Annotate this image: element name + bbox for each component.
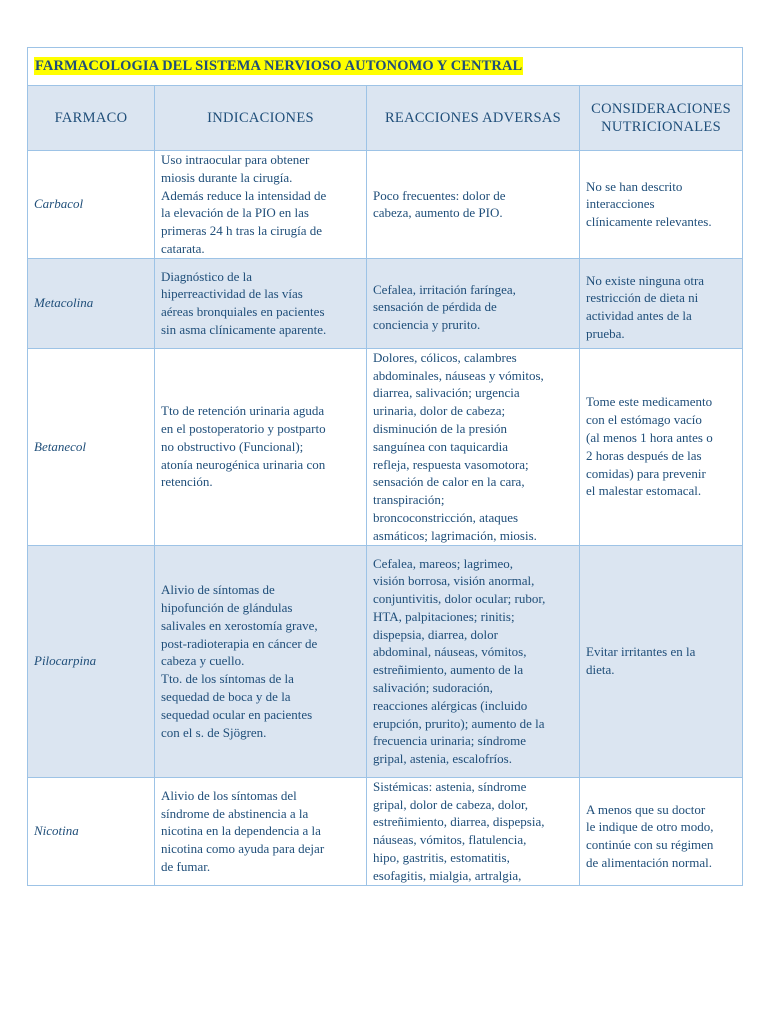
adverse-reactions-text: Cefalea, mareos; lagrimeo, visión borrosa, visión anormal, conjuntivitis, dolor ocular; rubor, HTA, palpitaciones; rinitis; dispepsia, diarrea, dolor abdominal, náuseas, vómitos, estreñimiento, aumento de la salivación; sudoración, reacciones alérgicas (incluido erupción, prurito); aumento de la frecuencia urinaria; síndrome gripal, astenia, escalofríos. (373, 555, 546, 767)
table-title-cell (28, 48, 743, 86)
table-row-carbacol (28, 151, 743, 259)
indications-cell (155, 545, 367, 777)
nutrition-text: Evitar irritantes en la dieta. (586, 644, 696, 678)
adverse-reactions-text: Poco frecuentes: dolor de cabeza, aumento de PIO. (373, 187, 506, 221)
adverse-reactions-text: Cefalea, irritación faríngea, sensación de pérdida de conciencia y prurito. (373, 281, 516, 333)
drug-name: Carbacol (28, 151, 155, 259)
indications-cell (155, 151, 367, 259)
nutrition-cell (580, 151, 743, 259)
header-row (28, 86, 743, 151)
drug-name: Metacolina (28, 258, 155, 348)
indications-cell (155, 348, 367, 545)
adverse-reactions-text: Dolores, cólicos, calambres abdominales, náuseas y vómitos, diarrea, salivación; urgencia urinaria, dolor de cabeza; disminución de la presión sanguínea con taquicardia refleja, respuesta vasomotora; sensación de calor en la cara, transpiración; broncoconstricción, ataques asmáticos; lagrimación, miosis. (373, 349, 544, 543)
table-row-betanecol (28, 348, 743, 545)
header-indicaciones: INDICACIONES (155, 86, 367, 151)
pharmacology-table-container (27, 47, 742, 886)
table-row-nicotina (28, 777, 743, 885)
adverse-reactions-cell (367, 545, 580, 777)
nutrition-text: A menos que su doctor le indique de otro modo, continúe con su régimen de alimentación normal. (586, 801, 714, 871)
nutrition-cell (580, 545, 743, 777)
indications-text: Alivio de los síntomas del síndrome de abstinencia a la nicotina en la dependencia a la nicotina como ayuda para dejar de fumar. (161, 787, 325, 874)
adverse-reactions-text: Sistémicas: astenia, síndrome gripal, dolor de cabeza, dolor, estreñimiento, diarrea, dispepsia, náuseas, vómitos, flatulencia, hipo, gastritis, estomatitis, esofagitis, mialgia, artralgia, (373, 778, 545, 883)
adverse-reactions-cell (367, 258, 580, 348)
indications-text: Uso intraocular para obtener miosis durante la cirugía. Además reduce la intensidad de la elevación de la PIO en las primeras 24 h tras la cirugía de catarata. (161, 152, 327, 256)
indications-text: Tto de retención urinaria aguda en el postoperatorio y postparto no obstructivo (Funcional); atonía neurogénica urinaria con retención. (161, 403, 326, 490)
header-farmaco: FARMACO (28, 86, 155, 151)
indications-text: Alivio de síntomas de hipofunción de glándulas salivales en xerostomía grave, post-radioterapia en cáncer de cabeza y cuello. Tto. de los síntomas de la sequedad de boca y de la sequedad ocular en pacientes con el s. de Sjögren. (161, 582, 318, 740)
table-row-metacolina (28, 258, 743, 348)
nutrition-cell (580, 348, 743, 545)
indications-cell (155, 777, 367, 885)
indications-text: Diagnóstico de la hiperreactividad de las vías aéreas bronquiales en pacientes sin asma clínicamente aparente. (161, 268, 327, 338)
table-row-pilocarpina (28, 545, 743, 777)
nutrition-text: No existe ninguna otra restricción de dieta ni actividad antes de la prueba. (586, 272, 705, 342)
drug-name: Pilocarpina (28, 545, 155, 777)
header-reacciones: REACCIONES ADVERSAS (367, 86, 580, 151)
pharmacology-table (27, 47, 743, 886)
header-consideraciones: CONSIDERACIONES NUTRICIONALES (580, 86, 743, 151)
nutrition-text: Tome este medicamento con el estómago vacío (al menos 1 hora antes o 2 horas después de las comidas) para prevenir el malestar estomacal. (586, 394, 713, 499)
nutrition-cell (580, 777, 743, 885)
drug-name: Betanecol (28, 348, 155, 545)
nutrition-text: No se han descrito interacciones clínicamente relevantes. (586, 178, 712, 230)
adverse-reactions-cell (367, 777, 580, 885)
nutrition-cell (580, 258, 743, 348)
adverse-reactions-cell (367, 348, 580, 545)
drug-name: Nicotina (28, 777, 155, 885)
table-title: FARMACOLOGIA DEL SISTEMA NERVIOSO AUTONOMO Y CENTRAL (35, 58, 523, 75)
indications-cell (155, 258, 367, 348)
adverse-reactions-cell (367, 151, 580, 259)
